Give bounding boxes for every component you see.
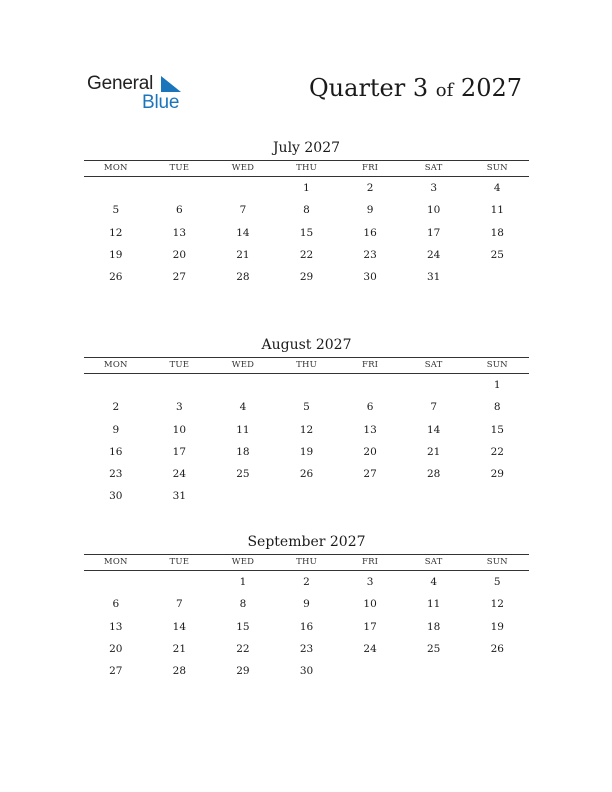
day-cell: 6: [112, 598, 120, 611]
weekday-label: FRI: [361, 557, 379, 567]
day-cell: 18: [426, 620, 441, 633]
weekday-label: MON: [103, 163, 128, 173]
month-july: [84, 138, 529, 288]
week-row: [84, 463, 529, 485]
day-cell: 15: [299, 226, 314, 239]
day-cell: 31: [172, 490, 187, 503]
day-cell: 13: [109, 620, 123, 633]
day-cell: 5: [493, 576, 501, 588]
day-cell: 8: [239, 598, 247, 611]
day-cell: 21: [426, 445, 441, 458]
day-cell: 10: [426, 204, 441, 217]
title-quarter: Quarter 3: [309, 74, 429, 102]
week-row: [84, 266, 529, 288]
day-cell: 14: [426, 423, 441, 436]
day-cell: 17: [426, 226, 441, 239]
day-cell: [465, 266, 529, 288]
day-cell: 9: [303, 598, 310, 611]
day-cell: 2: [112, 401, 120, 414]
day-cell: [402, 485, 466, 507]
day-cell: [338, 660, 402, 682]
day-cell: 15: [236, 620, 250, 633]
week-row: [84, 177, 529, 199]
day-cell: 1: [239, 576, 247, 588]
logo-text-blue: Blue: [142, 92, 180, 113]
day-cell: 3: [176, 401, 183, 414]
day-cell: 11: [426, 598, 441, 611]
day-cell: 3: [430, 182, 438, 194]
month-august: [84, 335, 529, 508]
day-cell: 8: [493, 401, 501, 414]
week-row: [84, 485, 529, 507]
day-cell: 7: [239, 204, 247, 217]
day-cell: [211, 374, 275, 396]
weekday-label: SAT: [424, 360, 443, 370]
weekday-label: SUN: [486, 557, 508, 567]
day-cell: 9: [112, 423, 120, 436]
day-cell: 10: [172, 423, 187, 436]
month-title: August 2027: [261, 337, 352, 353]
month-title: September 2027: [247, 534, 366, 550]
day-cell: [84, 374, 148, 396]
brand-logo: [87, 73, 197, 113]
day-cell: 19: [299, 445, 314, 458]
day-cell: 2: [303, 576, 310, 588]
weekday-label: MON: [103, 360, 128, 370]
day-cell: [275, 485, 339, 507]
month-title: July 2027: [272, 140, 341, 156]
day-cell: 27: [363, 468, 377, 481]
day-cell: 17: [172, 445, 187, 458]
page-title: [309, 74, 522, 102]
day-cell: [402, 374, 466, 396]
week-row: [84, 616, 529, 638]
week-row: [84, 441, 529, 463]
day-cell: [465, 485, 529, 507]
weeks-container: [84, 177, 529, 288]
week-row: [84, 419, 529, 441]
weekday-label: FRI: [361, 163, 379, 173]
day-cell: 16: [363, 226, 377, 239]
day-cell: 24: [172, 468, 187, 481]
weeks-container: [84, 374, 529, 508]
day-cell: [84, 571, 148, 593]
day-cell: 19: [490, 620, 504, 633]
day-cell: 24: [426, 248, 441, 261]
week-row: [84, 199, 529, 221]
week-row: [84, 660, 529, 682]
day-cell: 22: [490, 445, 504, 458]
day-cell: 11: [490, 204, 504, 217]
day-cell: 29: [236, 665, 250, 678]
day-cell: 21: [236, 248, 250, 261]
day-cell: 4: [430, 576, 438, 588]
day-cell: [338, 374, 402, 396]
title-of: of: [435, 80, 454, 101]
day-cell: [402, 660, 466, 682]
day-cell: 11: [236, 423, 250, 436]
day-cell: 27: [172, 271, 187, 284]
day-cell: 19: [109, 248, 123, 261]
day-cell: 9: [366, 204, 374, 217]
day-cell: 17: [363, 620, 377, 633]
day-cell: 22: [236, 642, 250, 655]
day-cell: 21: [172, 642, 187, 655]
day-cell: [148, 571, 212, 593]
day-cell: 25: [426, 642, 441, 655]
week-row: [84, 593, 529, 615]
weekday-label: THU: [296, 163, 317, 173]
weekday-label: THU: [296, 557, 317, 567]
week-row: [84, 571, 529, 593]
weeks-container: [84, 571, 529, 682]
weekday-label: SAT: [424, 163, 443, 173]
day-cell: 2: [366, 182, 374, 194]
weekday-header-row: [84, 160, 529, 177]
day-cell: 5: [112, 204, 120, 217]
weekday-label: SUN: [486, 163, 508, 173]
day-cell: 18: [490, 226, 504, 239]
weekday-label: TUE: [169, 163, 190, 173]
day-cell: 12: [490, 598, 504, 611]
weekday-label: TUE: [169, 557, 190, 567]
day-cell: 1: [493, 379, 501, 391]
day-cell: 24: [363, 642, 377, 655]
day-cell: 16: [299, 620, 314, 633]
day-cell: 25: [236, 468, 250, 481]
day-cell: 14: [172, 620, 187, 633]
day-cell: 26: [299, 468, 314, 481]
day-cell: 23: [109, 468, 123, 481]
weekday-header-row: [84, 554, 529, 571]
week-row: [84, 222, 529, 244]
day-cell: 28: [172, 665, 187, 678]
day-cell: 22: [299, 248, 314, 261]
day-cell: 18: [236, 445, 250, 458]
day-cell: 28: [236, 271, 250, 284]
day-cell: 16: [109, 445, 123, 458]
day-cell: 5: [303, 401, 310, 414]
day-cell: 30: [109, 490, 123, 503]
day-cell: 30: [299, 665, 314, 678]
day-cell: [211, 485, 275, 507]
day-cell: 30: [363, 271, 377, 284]
day-cell: [148, 177, 212, 199]
day-cell: 12: [299, 423, 314, 436]
day-cell: [465, 660, 529, 682]
weekday-label: TUE: [169, 360, 190, 370]
day-cell: 26: [109, 271, 123, 284]
week-row: [84, 396, 529, 418]
day-cell: 28: [426, 468, 441, 481]
week-row: [84, 244, 529, 266]
weekday-label: WED: [231, 557, 255, 567]
day-cell: 1: [303, 182, 310, 194]
weekday-label: WED: [231, 163, 255, 173]
day-cell: 26: [490, 642, 504, 655]
day-cell: 20: [172, 248, 187, 261]
day-cell: [275, 374, 339, 396]
weekday-label: SUN: [486, 360, 508, 370]
logo-triangle-icon: [161, 76, 181, 92]
day-cell: [148, 374, 212, 396]
day-cell: 29: [490, 468, 504, 481]
month-september: [84, 532, 529, 682]
weekday-label: FRI: [361, 360, 379, 370]
day-cell: [84, 177, 148, 199]
day-cell: 12: [109, 226, 123, 239]
title-year: 2027: [460, 74, 522, 102]
day-cell: 25: [490, 248, 504, 261]
weekday-label: THU: [296, 360, 317, 370]
day-cell: 6: [176, 204, 183, 217]
day-cell: 3: [366, 576, 374, 588]
day-cell: [338, 485, 402, 507]
week-row: [84, 638, 529, 660]
day-cell: 4: [239, 401, 247, 414]
day-cell: 8: [303, 204, 310, 217]
day-cell: 23: [363, 248, 377, 261]
day-cell: 7: [430, 401, 438, 414]
day-cell: 13: [363, 423, 377, 436]
day-cell: 15: [490, 423, 504, 436]
day-cell: 14: [236, 226, 250, 239]
day-cell: 4: [493, 182, 501, 194]
day-cell: 6: [366, 401, 374, 414]
day-cell: 20: [363, 445, 377, 458]
weekday-label: WED: [231, 360, 255, 370]
day-cell: 13: [172, 226, 187, 239]
day-cell: 31: [426, 271, 441, 284]
day-cell: [211, 177, 275, 199]
day-cell: 23: [299, 642, 314, 655]
day-cell: 7: [176, 598, 183, 611]
week-row: [84, 374, 529, 396]
weekday-label: MON: [103, 557, 128, 567]
day-cell: 27: [109, 665, 123, 678]
weekday-header-row: [84, 357, 529, 374]
weekday-label: SAT: [424, 557, 443, 567]
day-cell: 10: [363, 598, 377, 611]
day-cell: 29: [299, 271, 314, 284]
day-cell: 20: [109, 642, 123, 655]
logo-text-general: General: [87, 73, 154, 94]
